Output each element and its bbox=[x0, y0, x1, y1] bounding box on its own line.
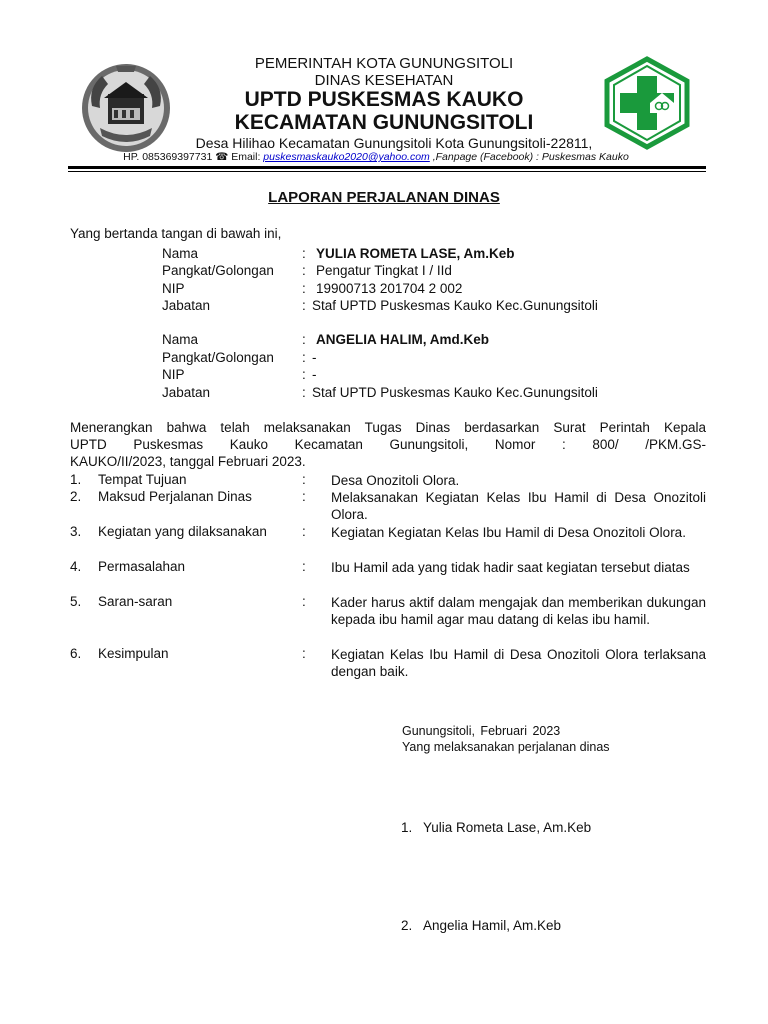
statement-line-2 bbox=[70, 436, 706, 453]
person2-rank-sep: : bbox=[302, 350, 306, 365]
item-2-sep: : bbox=[302, 489, 306, 504]
signature-place-date: Gunungsitoli, Februari 2023 bbox=[402, 724, 561, 738]
letterhead-contact bbox=[0, 151, 760, 163]
person1-rank-label: Pangkat/Golongan bbox=[162, 263, 274, 278]
item-3-label: Kegiatan yang dilaksanakan bbox=[98, 524, 267, 539]
person1-name-sep: : bbox=[302, 246, 306, 261]
email-link[interactable]: puskesmaskauko2020@yahoo.com bbox=[263, 151, 430, 163]
intro-text: Yang bertanda tangan di bawah ini, bbox=[70, 226, 282, 241]
person1-position-label: Jabatan bbox=[162, 298, 211, 313]
person2-rank-label: Pangkat/Golongan bbox=[162, 350, 274, 365]
item-5-label: Saran-saran bbox=[98, 594, 173, 609]
item-2-number: 2. bbox=[70, 489, 82, 504]
signature-caption: Yang melaksanakan perjalanan dinas bbox=[402, 740, 610, 754]
letterhead-district: KECAMATAN GUNUNGSITOLI bbox=[234, 111, 534, 134]
item-5-value: Kader harus aktif dalam mengajak dan memberikan dukungan kepada ibu hamil agar mau datang di kelas ibu hamil. bbox=[331, 595, 706, 627]
person1-rank-sep: : bbox=[302, 263, 306, 278]
person2-position-value: Staf UPTD Puskesmas Kauko Kec.Gunungsitoli bbox=[312, 385, 598, 400]
contact-suffix: ,Fanpage (Facebook) : Puskesmas Kauko bbox=[429, 151, 629, 163]
statement-line-3: KAUKO/II/2023, tanggal Februari 2023. bbox=[70, 454, 306, 469]
person1-position-sep: : bbox=[302, 298, 306, 313]
person1-nip-sep: : bbox=[302, 281, 306, 296]
document-title bbox=[0, 189, 768, 206]
person2-name-label: Nama bbox=[162, 332, 199, 347]
statement-line-2-text: UPTD Puskesmas Kauko Kecamatan Gunungsitoli, Nomor : 800/ /PKM.GS- bbox=[70, 437, 706, 452]
person1-rank-value: Pengatur Tingkat I / IId bbox=[316, 263, 452, 278]
person1-name-value: YULIA ROMETA LASE, Am.Keb bbox=[316, 246, 515, 261]
item-4-value: Ibu Hamil ada yang tidak hadir saat kegiatan tersebut diatas bbox=[331, 560, 690, 575]
person2-rank-value: - bbox=[312, 350, 317, 365]
item-6-number: 6. bbox=[70, 646, 82, 661]
person2-nip-sep: : bbox=[302, 367, 306, 382]
item-6-value: Kegiatan Kelas Ibu Hamil di Desa Onozitoli Olora terlaksana dengan baik. bbox=[331, 647, 706, 679]
person2-nip-value: - bbox=[312, 367, 317, 382]
person2-nip-label: NIP bbox=[162, 367, 185, 382]
letterhead-divider-thick bbox=[68, 166, 706, 169]
signer-1-name: Yulia Rometa Lase, Am.Keb bbox=[423, 820, 592, 835]
item-5-sep: : bbox=[302, 594, 306, 609]
item-3-sep: : bbox=[302, 524, 306, 539]
person2-name-sep: : bbox=[302, 332, 306, 347]
item-4-sep: : bbox=[302, 559, 306, 574]
signer-2-number: 2. bbox=[401, 918, 413, 933]
signer-1-number: 1. bbox=[401, 820, 413, 835]
item-1-value: Desa Onozitoli Olora. bbox=[331, 473, 460, 488]
person1-nip-value: 19900713 201704 2 002 bbox=[316, 281, 463, 296]
item-1-label: Tempat Tujuan bbox=[98, 472, 187, 487]
statement-line-1: Menerangkan bahwa telah melaksanakan Tugas Dinas berdasarkan Surat Perintah Kepala bbox=[70, 420, 706, 435]
document-title-text: LAPORAN PERJALANAN DINAS bbox=[268, 189, 500, 206]
item-6-label: Kesimpulan bbox=[98, 646, 169, 661]
item-4-label: Permasalahan bbox=[98, 559, 186, 574]
item-5-number: 5. bbox=[70, 594, 82, 609]
item-1-sep: : bbox=[302, 472, 306, 487]
item-6-sep: : bbox=[302, 646, 306, 661]
person2-position-label: Jabatan bbox=[162, 385, 211, 400]
item-2-value: Melaksanakan Kegiatan Kelas Ibu Hamil di Desa Onozitoli Olora. bbox=[331, 490, 706, 522]
person2-name-value: ANGELIA HALIM, Amd.Keb bbox=[316, 332, 489, 347]
item-3-value: Kegiatan Kegiatan Kelas Ibu Hamil di Desa Onozitoli Olora. bbox=[331, 525, 686, 540]
letterhead-department: DINAS KESEHATAN bbox=[314, 72, 454, 89]
item-4-number: 4. bbox=[70, 559, 82, 574]
letterhead-divider-thin bbox=[68, 171, 706, 172]
signer-2-name: Angelia Hamil, Am.Keb bbox=[423, 918, 562, 933]
item-3-number: 3. bbox=[70, 524, 82, 539]
letterhead-address: Desa Hilihao Kecamatan Gunungsitoli Kota Gunungsitoli-22811, bbox=[195, 135, 593, 151]
item-1-number: 1. bbox=[70, 472, 82, 487]
letterhead-government: PEMERINTAH KOTA GUNUNGSITOLI bbox=[254, 55, 514, 72]
person1-position-value: Staf UPTD Puskesmas Kauko Kec.Gunungsitoli bbox=[312, 298, 598, 313]
item-2-label: Maksud Perjalanan Dinas bbox=[98, 489, 252, 504]
letterhead-unit: UPTD PUSKESMAS KAUKO bbox=[244, 88, 524, 111]
person1-nip-label: NIP bbox=[162, 281, 185, 296]
contact-prefix: HP. 085369397731 ☎ Email: bbox=[123, 151, 264, 163]
person2-position-sep: : bbox=[302, 385, 306, 400]
person1-name-label: Nama bbox=[162, 246, 199, 261]
